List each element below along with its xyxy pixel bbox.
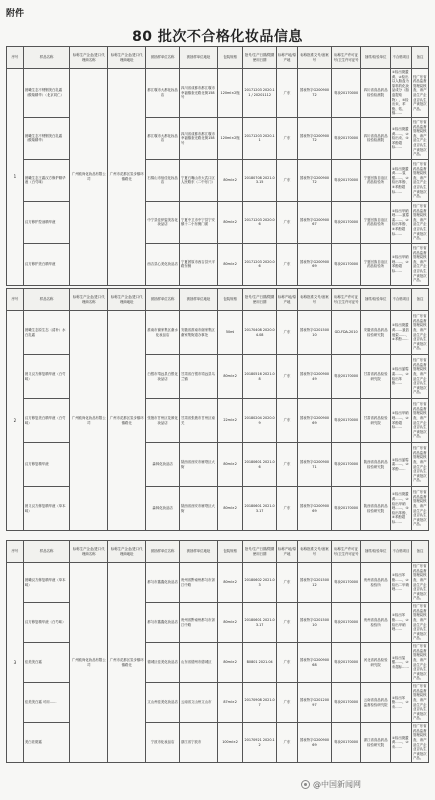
table-cell: 经广东省药品监督管理局核查，该产品生产企业否认生产该批次产品。: [412, 643, 429, 683]
table-cell: ①检出斑蝥黄……、②检出甲硝唑……、③检出苯酚、④苯酚超标……: [390, 487, 411, 531]
column-header: 标称生产企业/进口代理商地址: [108, 47, 146, 69]
table-cell: 国妆特字G20090072: [298, 117, 332, 159]
table-cell: 20170921 2020.12: [243, 723, 277, 763]
table-cell: 四川省成都市都江堰市幸福镇奎光路北街158号: [179, 69, 217, 118]
cosmetics-table-2: [6, 288, 429, 531]
table-row: [7, 69, 429, 118]
column-header: 样品名称: [23, 289, 69, 311]
table-cell: 中宁县佳伊姿美容化妆品店: [146, 201, 180, 243]
table-cell: 粤妆20170000: [331, 399, 361, 443]
table-cell: 粤妆20170000: [331, 69, 361, 118]
table-cell: 汉方修复精华液（白芍味）: [23, 603, 69, 643]
table-cell: 云南省食品药品监督检验研究院: [361, 683, 391, 723]
table-cell: 晨曦生态王霜汉方修护精华液（白芍味）: [23, 159, 69, 201]
column-header: 标称生产企业/进口代理商地址: [108, 289, 146, 311]
table-cell: 都匀市鑫鑫化妆品店: [146, 603, 180, 643]
table-cell: ①检出斑蝥黄、②检出以人胎盘为原料的化妆品成分（胎盘提取物），③检出汞、苯酚、钴、镉……: [390, 69, 411, 118]
table-cell: 粤妆20170000: [331, 201, 361, 243]
table-cell: 20180601 2021.06: [243, 443, 277, 487]
table-cell: 粤妆20170000: [331, 355, 361, 399]
column-header: 标称生产企业/进口代理商名称: [70, 289, 108, 311]
column-header: 不合格项目: [390, 541, 411, 563]
table-cell: 20180601 2021.03.17: [243, 603, 277, 643]
column-header: 标称产地/原产地: [277, 47, 298, 69]
table-cell: 张掖市甘州区花颜化妆品店: [146, 399, 180, 443]
column-header: 标称生产许可证号/卫生许可证号: [331, 289, 361, 311]
table-cell: ①检出苯酚……、②检出甲硝唑……: [390, 603, 411, 643]
column-header: 标称生产许可证号/卫生许可证号: [331, 541, 361, 563]
table-cell: 陕西省西安市雁塔区大街: [179, 443, 217, 487]
table-cell: 文山州佳美化妆品店: [146, 683, 180, 723]
column-header: 备注: [412, 47, 429, 69]
table-cell: ①检出甲硝唑……氯霉素……、②检出苯酚、③苯酚超标……: [390, 201, 411, 243]
column-header: 序号: [7, 47, 24, 69]
table-cell: 宁夏回族自治区药品检验所: [361, 159, 391, 201]
table-cell: 经广东省药品监督管理局核查，该产品生产企业否认生产该批次产品。: [412, 201, 429, 243]
table-cell: 国妆特字G20150010: [298, 311, 332, 355]
table-cell: 120ml×2瓶: [217, 117, 242, 159]
table-cell: 国妆特字G20090072: [298, 159, 332, 201]
table-cell: 佳美美白霜 可用……: [23, 683, 69, 723]
column-header: 被抽样单位地址: [179, 47, 217, 69]
table-cell: 经广东省药品监督管理局核查，该产品生产企业否认生产该批次产品。: [412, 603, 429, 643]
column-header: 被抽样单位名称: [146, 541, 180, 563]
table-cell: 都匀市鑫鑫化妆品店: [146, 563, 180, 603]
table-cell: 广东: [277, 723, 298, 763]
column-header: 不合格项目: [390, 47, 411, 69]
table-cell: 浙江省宁波市: [179, 723, 217, 763]
table-cell: 广州市花都区炭步镇环镇路北: [108, 311, 146, 531]
table-cell: 80ml×2: [217, 355, 242, 399]
table-header-row: [7, 541, 429, 563]
table-cell: 粤妆20170000: [331, 243, 361, 285]
table-cell: 广东: [277, 159, 298, 201]
column-header: 标称批准文号/备案号: [298, 289, 332, 311]
table-cell: 广州欧尚化妆品有限公司: [70, 69, 108, 286]
table-cell: ①检出斑蝥黄……、②检出汞、③苯酚超标……: [390, 117, 411, 159]
table-cell: 都江堰市大都化妆品店: [146, 117, 180, 159]
table-cell: 广州欧尚化妆品有限公司: [70, 563, 108, 763]
table-cell: 贵州省食品药品检验所: [361, 563, 391, 603]
column-header: 被抽样单位名称: [146, 289, 180, 311]
column-header: 标称批准文号/备案号: [298, 47, 332, 69]
table-cell: 甘肃省白银市靖远县乌兰镇: [179, 355, 217, 399]
table-cell: ①检出斑蝥黄……氯倍他索……、②苯酚……: [390, 311, 411, 355]
table-cell: 广州市花都区炭步镇环镇路北: [108, 69, 146, 286]
table-cell: 粤妆20170000: [331, 443, 361, 487]
table-cell: 粤妆20170000: [331, 563, 361, 603]
table-cell: 国妆特字G20120097: [298, 683, 332, 723]
table-cell: 广东: [277, 311, 298, 355]
table-cell: 云南省文山州文山市: [179, 683, 217, 723]
table-cell: ①检出氯霉素……、②检出苯酚……: [390, 355, 411, 399]
page-title: 80 批次不合格化妆品信息: [132, 29, 303, 45]
table-cell: 经广东省药品监督管理局核查，该产品生产企业否认生产该批次产品。: [412, 69, 429, 118]
table-header-row: [7, 289, 429, 311]
column-header: 不合格项目: [390, 289, 411, 311]
table-cell: 1: [7, 69, 24, 286]
table-cell: 粤妆20170000: [331, 603, 361, 643]
table-cell: 贵州省食品药品检验所: [361, 603, 391, 643]
table-cell: 经广东省药品监督管理局核查，该产品生产企业否认生产该批次产品。: [412, 443, 429, 487]
table-cell: 山东省德州市德城区: [179, 643, 217, 683]
table-cell: 国妆特字G20090069: [298, 723, 332, 763]
column-header: 抽样/检验单位: [361, 541, 391, 563]
table-cell: 甘肃省药品检验研究院: [361, 399, 391, 443]
column-header: 标称产地/原产地: [277, 289, 298, 311]
table-cell: 四川省食品药品检验检测院: [361, 117, 391, 159]
table-cell: 宁波市化妆品店: [146, 723, 180, 763]
table-cell: 国妆特字G20090069: [298, 243, 332, 285]
table-cell: 120ml×2瓶: [217, 69, 242, 118]
table-cell: 晨曦生态不锈钢美白乳霜（酸菊精华）: [23, 117, 69, 159]
table-cell: 森林化妆品店: [146, 487, 180, 531]
column-header: 序号: [7, 289, 24, 311]
table-cell: 20180516 2021.08: [243, 355, 277, 399]
table-cell: 白银市靖远县白银化妆品店: [146, 355, 180, 399]
table-cell: 广东: [277, 201, 298, 243]
table-cell: 80ml×2: [217, 159, 242, 201]
attachment-label: 附件: [6, 9, 25, 19]
table-cell: 广东: [277, 683, 298, 723]
table-cell: 宁夏石嘴山市大武口区人民路东（二中东门）: [179, 159, 217, 201]
cosmetics-table-3: [6, 540, 429, 763]
table-cell: 3: [7, 563, 24, 763]
column-header: 包装规格: [217, 289, 242, 311]
table-cell: 经广东省药品监督管理局核查，该产品生产企业否认生产该批次产品。: [412, 117, 429, 159]
table-cell: 德城区佳美化妆品店: [146, 643, 180, 683]
table-cell: 经广东省药品监督管理局核查，该产品生产企业否认生产该批次产品。: [412, 723, 429, 763]
table-cell: 经广东省药品监督管理局核查，该产品生产企业否认生产该批次产品。: [412, 159, 429, 201]
table-cell: 四川省食品药品检验检测院: [361, 69, 391, 118]
table-cell: 陕西省西安市雁塔区大街: [179, 487, 217, 531]
table-cell: 20170908 2021.07: [243, 683, 277, 723]
table-cell: 20171203 2020.11 / 20201112: [243, 69, 277, 118]
table-cell: 淮南市谢家集区谢水化妆品店: [146, 311, 180, 355]
table-cell: 20180204 2020.09: [243, 399, 277, 443]
table-cell: 甘肃省张掖市甘州区南关: [179, 399, 217, 443]
table-cell: 20180708 2021.03.15: [243, 159, 277, 201]
column-header: 被抽样单位地址: [179, 289, 217, 311]
table-cell: 晨曦生态原生态（清补）水白乳霜: [23, 311, 69, 355]
table-cell: 石棉山市佰佳化妆品店: [146, 159, 180, 201]
table-cell: 广东: [277, 69, 298, 118]
column-header: 批号/生产日期/限期使用日期: [243, 47, 277, 69]
table-cell: 20180602 2021.03: [243, 563, 277, 603]
column-header: 批号/生产日期/限期使用日期: [243, 541, 277, 563]
table-cell: 经广东省药品监督管理局核查，该产品生产企业否认生产该批次产品。: [412, 243, 429, 285]
table-cell: 国妆特字G20090049: [298, 355, 332, 399]
table-cell: 陕西省食品药品检验研究院: [361, 443, 391, 487]
table-cell: 粤妆20170000: [331, 159, 361, 201]
table-cell: 广东: [277, 643, 298, 683]
column-header: 序号: [7, 541, 24, 563]
table-cell: 浙江省食品药品检验研究院: [361, 723, 391, 763]
table-cell: 经广东省药品监督管理局核查，该产品生产企业否认生产该批次产品。: [412, 683, 429, 723]
table-cell: 晨曦汉方修复精华液（草本味）: [23, 563, 69, 603]
table-cell: ①检出苯酚……、②检出二甲硝唑……: [390, 563, 411, 603]
table-cell: ①检出苯酚……、②汞……: [390, 683, 411, 723]
table-header-row: [7, 47, 429, 69]
table-cell: ①检出斑蝥黄……、②汞……: [390, 723, 411, 763]
table-cell: 国妆特字G20090072: [298, 69, 332, 118]
table-cell: 广东: [277, 399, 298, 443]
table-cell: 广州欧尚化妆品有限公司: [70, 311, 108, 531]
table-cell: 粤妆20170000: [331, 723, 361, 763]
table-cell: 宁夏回族自治区药品检验所: [361, 201, 391, 243]
table-cell: 广州市花都区炭步镇环镇路北: [108, 563, 146, 763]
table-cell: 安徽省食品药品检验研究院: [361, 311, 391, 355]
table-cell: 80ml×2: [217, 603, 242, 643]
table-cell: 经广东省药品监督管理局核查，该产品生产企业否认生产该批次产品。: [412, 563, 429, 603]
table-cell: 80ml×2: [217, 487, 242, 531]
table-cell: 晨义汉方修复精华液（草本味）: [23, 487, 69, 531]
table-cell: 80ml×2: [217, 563, 242, 603]
column-header: 标称生产企业/进口代理商名称: [70, 47, 108, 69]
column-header: 样品名称: [23, 541, 69, 563]
table-cell: 广东: [277, 243, 298, 285]
table-cell: 2: [7, 311, 24, 531]
column-header: 包装规格: [217, 541, 242, 563]
table-cell: 20171203 2020.06: [243, 243, 277, 285]
table-cell: 国妆特字G20090068: [298, 643, 332, 683]
table-cell: 宁夏回族自治区药品检验所: [361, 243, 391, 285]
table-row: [7, 563, 429, 603]
table-cell: 经广东省药品监督管理局核查，该产品生产企业否认生产该批次产品。: [412, 399, 429, 443]
table-cell: 国妆特字G20090067: [298, 201, 332, 243]
table-cell: 广东: [277, 563, 298, 603]
table-cell: 贵州省黔南州都匀市剑江中路: [179, 603, 217, 643]
table-cell: 汉方修复精华液: [23, 443, 69, 487]
table-cell: 粤妆20170000: [331, 643, 361, 683]
table-cell: 都江堰市大都化妆品店: [146, 69, 180, 118]
table-cell: 安徽省淮南市谢家集区谢家集街道办事处: [179, 311, 217, 355]
column-header: 抽样/检验单位: [361, 47, 391, 69]
column-header: 被抽样单位地址: [179, 541, 217, 563]
table-cell: 经广东省药品监督管理局核查，该产品生产企业否认生产该批次产品。: [412, 487, 429, 531]
table-cell: 陕西省食品药品检验研究院: [361, 487, 391, 531]
table-cell: 22ml×2: [217, 399, 242, 443]
table-cell: 20171203 2020.06: [243, 201, 277, 243]
table-cell: 汉方修复美白精华液（白芍味）: [23, 399, 69, 443]
table-cell: 广东: [277, 443, 298, 487]
table-cell: 晨义汉方修复精华液（白芍味）: [23, 355, 69, 399]
column-header: 抽样/检验单位: [361, 289, 391, 311]
column-header: 批号/生产日期/限期使用日期: [243, 289, 277, 311]
cosmetics-table-1: [6, 46, 429, 286]
table-cell: 粤妆20170000: [331, 117, 361, 159]
table-cell: B0801 2021.04: [243, 643, 277, 683]
table-cell: ①检出甲硝唑……、②苯酚超标……: [390, 399, 411, 443]
table-cell: 河北省药品检验研究院: [361, 643, 391, 683]
column-header: 标称生产许可证号/卫生许可证号: [331, 47, 361, 69]
column-header: 标称生产企业/进口代理商地址: [108, 541, 146, 563]
table-cell: 粤妆20170000: [331, 487, 361, 531]
table-cell: 晨曦生态不锈钢美白乳霜（酸菊精华）（北京同仁）: [23, 69, 69, 118]
column-header: 标称产地/原产地: [277, 541, 298, 563]
table-cell: 森林化妆品店: [146, 443, 180, 487]
watermark: [301, 779, 361, 790]
column-header: 备注: [412, 289, 429, 311]
table-cell: 80ml×2: [217, 443, 242, 487]
table-cell: ①检出斑蝥黄……氢醌……、②检出苯酚、③苯酚超标……: [390, 159, 411, 201]
table-cell: 西吉县心美化妆品店: [146, 243, 180, 285]
table-cell: 20170408 2020.04.08: [243, 311, 277, 355]
table-cell: 20180601 2021.03.17: [243, 487, 277, 531]
table-cell: 国妆特字G20090069: [298, 399, 332, 443]
table-cell: 国妆特字G20090071: [298, 443, 332, 487]
table-cell: 80ml×2: [217, 243, 242, 285]
table-cell: ①检出氯霉素……、②苯酚……: [390, 443, 411, 487]
table-cell: 贵州省黔南州都匀市剑江中路: [179, 563, 217, 603]
table-cell: 20171203 2020.11: [243, 117, 277, 159]
table-cell: 87ml×2: [217, 683, 242, 723]
table-cell: 美白祛斑霜: [23, 723, 69, 763]
table-cell: 国妆特字G20150012: [298, 563, 332, 603]
table-cell: 甘肃省药品检验研究院: [361, 355, 391, 399]
column-header: 被抽样单位名称: [146, 47, 180, 69]
column-header: 备注: [412, 541, 429, 563]
column-header: 样品名称: [23, 47, 69, 69]
column-header: 包装规格: [217, 47, 242, 69]
table-cell: 宁夏中卫市中宁县宁安镇十二小东侧门面: [179, 201, 217, 243]
watermark-text: @中国新闻网: [313, 780, 361, 789]
table-cell: 经广东省药品监督管理局核查，该产品生产企业否认生产该批次产品。: [412, 355, 429, 399]
table-cell: ①检出甲硝唑……、②苯酚超标……: [390, 243, 411, 285]
table-cell: 50ml: [217, 311, 242, 355]
table-cell: GD-FDA-2010: [331, 311, 361, 355]
table-cell: 经广东省药品监督管理局核查，该产品生产企业否认生产该批次产品。: [412, 311, 429, 355]
table-cell: 广东: [277, 355, 298, 399]
table-cell: 佳美美白霜: [23, 643, 69, 683]
table-cell: 汉方修护控油精华液: [23, 201, 69, 243]
table-cell: 四川省成都市都江堰市幸福镇奎光路北街158号: [179, 117, 217, 159]
table-cell: 粤妆20170000: [331, 683, 361, 723]
table-cell: 广东: [277, 603, 298, 643]
table-cell: 80ml×2: [217, 643, 242, 683]
table-cell: 汉方修护美白精华液: [23, 243, 69, 285]
table-cell: 宁夏固原市西吉县兴平路东侧: [179, 243, 217, 285]
table-cell: 广东: [277, 487, 298, 531]
table-cell: 国妆特字G20090069: [298, 487, 332, 531]
weibo-icon: [301, 780, 310, 789]
table-cell: ①检出氢醌……、②汞超标……: [390, 643, 411, 683]
table-cell: 广东: [277, 117, 298, 159]
column-header: 标称批准文号/备案号: [298, 541, 332, 563]
table-cell: 100ml×2: [217, 723, 242, 763]
table-row: [7, 311, 429, 355]
table-cell: 国妆特字G20150010: [298, 603, 332, 643]
column-header: 标称生产企业/进口代理商名称: [70, 541, 108, 563]
table-cell: 80ml×2: [217, 201, 242, 243]
